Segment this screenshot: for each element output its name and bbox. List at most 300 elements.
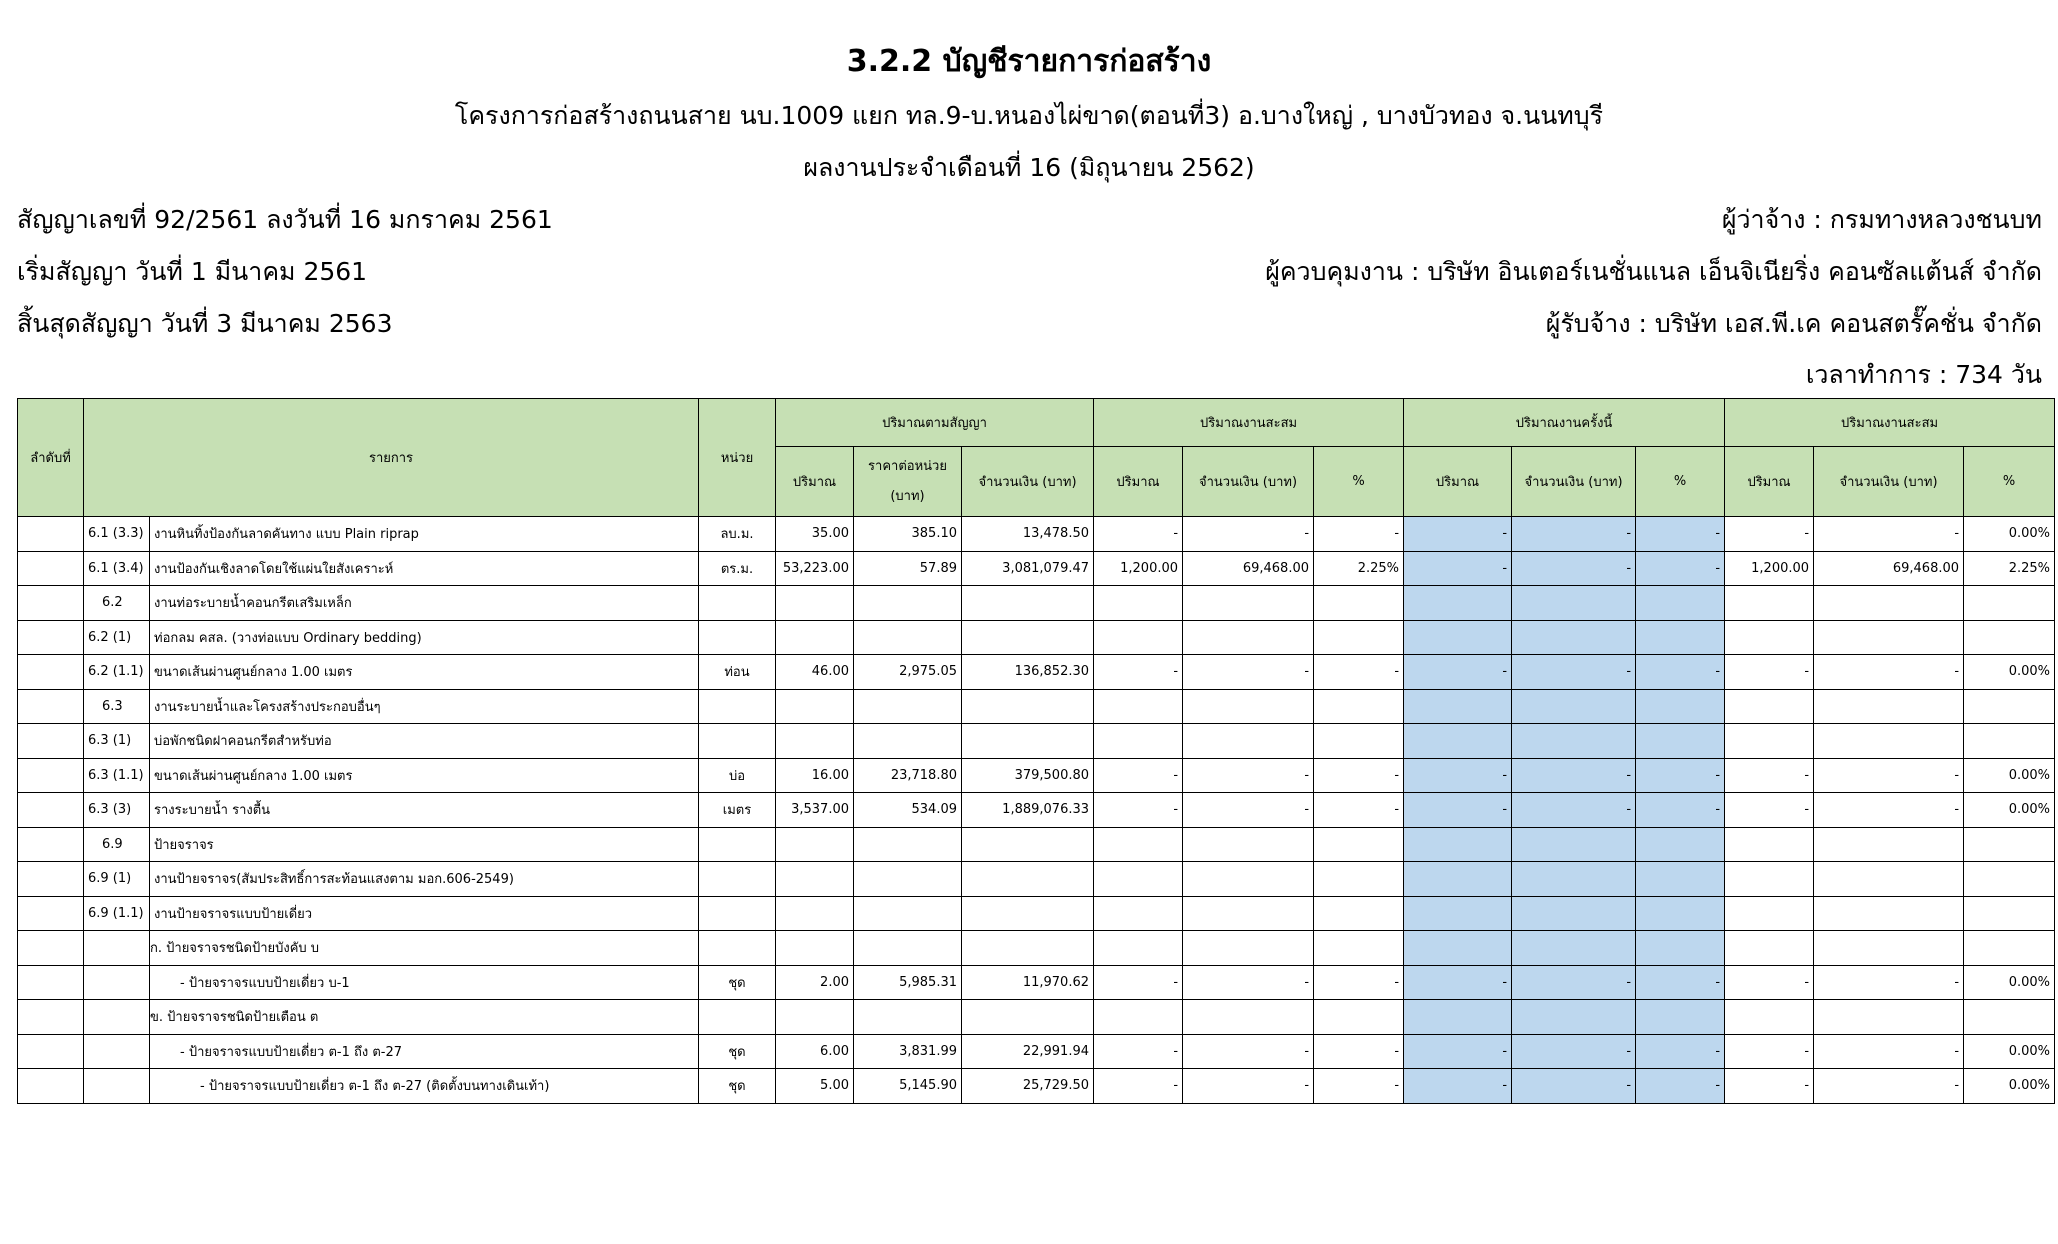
- cell-c-qty: [1725, 896, 1814, 931]
- col-amount: จำนวนเงิน (บาท): [1512, 447, 1636, 517]
- cell-p-qty: [1094, 724, 1183, 759]
- col-percent: %: [1964, 447, 2055, 517]
- cell-c-pct: [1964, 724, 2055, 759]
- cell-t-qty: [1404, 620, 1512, 655]
- cell-seq: [18, 1069, 84, 1104]
- cell-qty: [776, 689, 854, 724]
- cell-p-qty: 1,200.00: [1094, 551, 1183, 586]
- cell-qty: 6.00: [776, 1034, 854, 1069]
- cell-p-amt: [1183, 931, 1314, 966]
- cell-t-pct: [1636, 620, 1725, 655]
- table-row: [18, 896, 2055, 931]
- cell-t-qty: [1404, 931, 1512, 966]
- cell-code: 6.3 (1): [84, 724, 150, 759]
- cell-t-qty: -: [1404, 517, 1512, 552]
- cell-code: 6.2 (1): [84, 620, 150, 655]
- cell-price: 5,985.31: [854, 965, 962, 1000]
- cell-c-pct: 0.00%: [1964, 517, 2055, 552]
- cell-p-pct: -: [1314, 758, 1404, 793]
- cell-c-pct: [1964, 827, 2055, 862]
- cell-c-amt: [1814, 931, 1964, 966]
- col-qty: ปริมาณ: [1094, 447, 1183, 517]
- cell-t-pct: [1636, 827, 1725, 862]
- cell-p-qty: [1094, 620, 1183, 655]
- cell-p-amt: [1183, 827, 1314, 862]
- cell-t-pct: -: [1636, 1034, 1725, 1069]
- cell-c-pct: [1964, 862, 2055, 897]
- cell-amount: [962, 620, 1094, 655]
- cell-unit: [699, 862, 776, 897]
- cell-p-qty: -: [1094, 655, 1183, 690]
- cell-c-qty: [1725, 620, 1814, 655]
- cell-c-qty: -: [1725, 793, 1814, 828]
- cell-t-amt: -: [1512, 965, 1636, 1000]
- cell-p-pct: [1314, 896, 1404, 931]
- cell-p-amt: -: [1183, 1034, 1314, 1069]
- cell-qty: 35.00: [776, 517, 854, 552]
- cell-t-amt: [1512, 862, 1636, 897]
- cell-qty: [776, 724, 854, 759]
- cell-unit: [699, 620, 776, 655]
- cell-p-amt: [1183, 586, 1314, 621]
- cell-amount: [962, 724, 1094, 759]
- cell-amount: 1,889,076.33: [962, 793, 1094, 828]
- cell-unit: ชุด: [699, 1069, 776, 1104]
- cell-c-qty: -: [1725, 517, 1814, 552]
- cell-c-amt: [1814, 586, 1964, 621]
- table-row: [18, 620, 2055, 655]
- cell-price: 5,145.90: [854, 1069, 962, 1104]
- cell-price: 3,831.99: [854, 1034, 962, 1069]
- cell-t-pct: -: [1636, 758, 1725, 793]
- cell-t-amt: [1512, 724, 1636, 759]
- cell-t-pct: [1636, 862, 1725, 897]
- cell-p-qty: [1094, 862, 1183, 897]
- cell-p-pct: -: [1314, 793, 1404, 828]
- cell-p-pct: [1314, 724, 1404, 759]
- table-row: [18, 655, 2055, 690]
- cell-t-qty: -: [1404, 965, 1512, 1000]
- cell-c-amt: -: [1814, 517, 1964, 552]
- cell-c-amt: -: [1814, 1034, 1964, 1069]
- cell-qty: [776, 862, 854, 897]
- cell-code: [84, 1034, 150, 1069]
- cell-t-pct: [1636, 931, 1725, 966]
- cell-unit: [699, 586, 776, 621]
- col-qty: ปริมาณ: [776, 447, 854, 517]
- cell-unit: บ่อ: [699, 758, 776, 793]
- cell-desc: - ป้ายจราจรแบบป้ายเดี่ยว ต-1 ถึง ต-27: [150, 1034, 699, 1069]
- cell-t-amt: -: [1512, 793, 1636, 828]
- cell-p-pct: -: [1314, 517, 1404, 552]
- cell-unit: [699, 931, 776, 966]
- cell-qty: [776, 896, 854, 931]
- cell-unit: เมตร: [699, 793, 776, 828]
- cell-qty: [776, 931, 854, 966]
- cell-t-pct: -: [1636, 655, 1725, 690]
- cell-code: 6.3 (3): [84, 793, 150, 828]
- cell-t-pct: -: [1636, 965, 1725, 1000]
- cell-p-qty: [1094, 896, 1183, 931]
- col-item: รายการ: [84, 399, 699, 517]
- cell-p-amt: -: [1183, 1069, 1314, 1104]
- cell-price: [854, 620, 962, 655]
- cell-p-amt: -: [1183, 517, 1314, 552]
- cell-seq: [18, 689, 84, 724]
- cell-price: [854, 689, 962, 724]
- cell-seq: [18, 862, 84, 897]
- cell-t-pct: [1636, 724, 1725, 759]
- cell-p-pct: [1314, 586, 1404, 621]
- cell-c-amt: -: [1814, 793, 1964, 828]
- cell-t-pct: -: [1636, 1069, 1725, 1104]
- cell-desc: งานป้ายจราจร(สัมประสิทธิ์การสะท้อนแสงตาม มอก.606-2549): [150, 862, 699, 897]
- cell-c-pct: 0.00%: [1964, 1069, 2055, 1104]
- cell-amount: [962, 1000, 1094, 1035]
- cell-t-qty: -: [1404, 655, 1512, 690]
- cell-c-qty: [1725, 586, 1814, 621]
- col-unit-price: ราคาต่อหน่วย (บาท): [854, 447, 962, 517]
- cell-c-amt: [1814, 862, 1964, 897]
- cell-desc: รางระบายน้ำ รางตื้น: [150, 793, 699, 828]
- cell-p-qty: -: [1094, 965, 1183, 1000]
- cell-c-amt: -: [1814, 1069, 1964, 1104]
- cell-amount: 379,500.80: [962, 758, 1094, 793]
- table-row: [18, 1034, 2055, 1069]
- cell-p-qty: -: [1094, 758, 1183, 793]
- cell-c-pct: 0.00%: [1964, 965, 2055, 1000]
- group-this-period: ปริมาณงานครั้งนี้: [1404, 399, 1725, 447]
- cell-t-qty: [1404, 724, 1512, 759]
- cell-p-pct: [1314, 620, 1404, 655]
- cell-code: 6.1 (3.3): [84, 517, 150, 552]
- cell-p-amt: 69,468.00: [1183, 551, 1314, 586]
- cell-p-qty: [1094, 689, 1183, 724]
- cell-p-pct: [1314, 1000, 1404, 1035]
- cell-unit: ชุด: [699, 965, 776, 1000]
- cell-unit: [699, 724, 776, 759]
- cell-desc: ขนาดเส้นผ่านศูนย์กลาง 1.00 เมตร: [150, 758, 699, 793]
- cell-c-qty: [1725, 862, 1814, 897]
- cell-c-qty: -: [1725, 758, 1814, 793]
- cell-code: 6.9 (1): [84, 862, 150, 897]
- cell-seq: [18, 586, 84, 621]
- cell-qty: 5.00: [776, 1069, 854, 1104]
- cell-price: [854, 1000, 962, 1035]
- cell-qty: [776, 827, 854, 862]
- cell-qty: 3,537.00: [776, 793, 854, 828]
- supervisor: ผู้ควบคุมงาน : บริษัท อินเตอร์เนชั่นแนล เอ็นจิเนียริ่ง คอนซัลแต้นส์ จำกัด: [1265, 257, 2042, 286]
- cell-seq: [18, 1034, 84, 1069]
- table-row: [18, 517, 2055, 552]
- col-qty: ปริมาณ: [1404, 447, 1512, 517]
- cell-c-amt: [1814, 724, 1964, 759]
- cell-desc: บ่อพักชนิดฝาคอนกรีตสำหรับท่อ: [150, 724, 699, 759]
- cell-t-amt: -: [1512, 517, 1636, 552]
- cell-t-amt: -: [1512, 655, 1636, 690]
- cell-amount: [962, 689, 1094, 724]
- cell-p-qty: -: [1094, 793, 1183, 828]
- cell-desc: ป้ายจราจร: [150, 827, 699, 862]
- cell-code: [84, 965, 150, 1000]
- cell-seq: [18, 655, 84, 690]
- cell-t-qty: -: [1404, 1069, 1512, 1104]
- cell-p-amt: -: [1183, 965, 1314, 1000]
- cell-amount: [962, 931, 1094, 966]
- cell-c-qty: -: [1725, 655, 1814, 690]
- cell-t-amt: [1512, 827, 1636, 862]
- cell-c-pct: [1964, 689, 2055, 724]
- cell-p-pct: -: [1314, 965, 1404, 1000]
- cell-code: 6.2: [84, 586, 150, 621]
- cell-qty: 46.00: [776, 655, 854, 690]
- cell-c-pct: [1964, 620, 2055, 655]
- cell-c-qty: -: [1725, 965, 1814, 1000]
- cell-t-amt: [1512, 586, 1636, 621]
- cell-code: 6.1 (3.4): [84, 551, 150, 586]
- cell-amount: [962, 896, 1094, 931]
- cell-p-pct: 2.25%: [1314, 551, 1404, 586]
- cell-seq: [18, 1000, 84, 1035]
- table-row: [18, 689, 2055, 724]
- cell-t-pct: [1636, 689, 1725, 724]
- table-row: [18, 551, 2055, 586]
- table-row: [18, 793, 2055, 828]
- table-row: [18, 1069, 2055, 1104]
- cell-p-qty: [1094, 931, 1183, 966]
- contract-number: สัญญาเลขที่ 92/2561 ลงวันที่ 16 มกราคม 2561: [17, 205, 553, 234]
- table-row: [18, 758, 2055, 793]
- table-row: [18, 724, 2055, 759]
- cell-seq: [18, 551, 84, 586]
- working-duration: เวลาทำการ : 734 วัน: [1805, 360, 2042, 389]
- cell-p-amt: -: [1183, 793, 1314, 828]
- cell-p-pct: [1314, 862, 1404, 897]
- cell-price: [854, 827, 962, 862]
- cell-p-amt: [1183, 724, 1314, 759]
- cell-t-qty: [1404, 862, 1512, 897]
- report-period: ผลงานประจำเดือนที่ 16 (มิถุนายน 2562): [803, 153, 1255, 182]
- cell-p-pct: [1314, 931, 1404, 966]
- cell-amount: [962, 862, 1094, 897]
- cell-t-amt: -: [1512, 551, 1636, 586]
- cell-code: [84, 931, 150, 966]
- cell-qty: [776, 620, 854, 655]
- cell-t-amt: [1512, 620, 1636, 655]
- construction-items-table: [17, 398, 2055, 1104]
- cell-c-qty: [1725, 1000, 1814, 1035]
- cell-p-pct: [1314, 689, 1404, 724]
- cell-qty: [776, 1000, 854, 1035]
- cell-t-qty: -: [1404, 551, 1512, 586]
- cell-price: [854, 931, 962, 966]
- cell-p-amt: -: [1183, 655, 1314, 690]
- cell-p-qty: -: [1094, 1034, 1183, 1069]
- project-subtitle: โครงการก่อสร้างถนนสาย นบ.1009 แยก ทล.9-บ.หนองไผ่ขาด(ตอนที่3) อ.บางใหญ่ , บางบัวทอง จ.นนทบุรี: [454, 101, 1604, 130]
- cell-price: 57.89: [854, 551, 962, 586]
- cell-c-pct: 2.25%: [1964, 551, 2055, 586]
- col-amount: จำนวนเงิน (บาท): [1814, 447, 1964, 517]
- cell-p-amt: [1183, 896, 1314, 931]
- cell-seq: [18, 896, 84, 931]
- cell-t-pct: [1636, 896, 1725, 931]
- cell-seq: [18, 931, 84, 966]
- cell-qty: 2.00: [776, 965, 854, 1000]
- cell-desc: ก. ป้ายจราจรชนิดป้ายบังคับ บ: [150, 931, 699, 966]
- cell-c-pct: [1964, 931, 2055, 966]
- cell-desc: - ป้ายจราจรแบบป้ายเดี่ยว ต-1 ถึง ต-27 (ติดตั้งบนทางเดินเท้า): [150, 1069, 699, 1104]
- cell-unit: ลบ.ม.: [699, 517, 776, 552]
- cell-desc: งานป้องกันเชิงลาดโดยใช้แผ่นใยสังเคราะห์: [150, 551, 699, 586]
- cell-c-qty: [1725, 931, 1814, 966]
- col-amount: จำนวนเงิน (บาท): [962, 447, 1094, 517]
- cell-c-amt: [1814, 689, 1964, 724]
- cell-code: [84, 1069, 150, 1104]
- cell-amount: 136,852.30: [962, 655, 1094, 690]
- cell-c-pct: 0.00%: [1964, 1034, 2055, 1069]
- cell-p-pct: -: [1314, 655, 1404, 690]
- cell-t-amt: -: [1512, 758, 1636, 793]
- table-row: [18, 586, 2055, 621]
- cell-c-qty: [1725, 827, 1814, 862]
- cell-amount: 22,991.94: [962, 1034, 1094, 1069]
- cell-desc: ท่อกลม คสล. (วางท่อแบบ Ordinary bedding): [150, 620, 699, 655]
- cell-t-qty: [1404, 827, 1512, 862]
- cell-p-qty: [1094, 1000, 1183, 1035]
- cell-t-amt: [1512, 1000, 1636, 1035]
- cell-t-amt: -: [1512, 1034, 1636, 1069]
- cell-t-pct: -: [1636, 551, 1725, 586]
- cell-seq: [18, 724, 84, 759]
- cell-code: 6.2 (1.1): [84, 655, 150, 690]
- cell-desc: - ป้ายจราจรแบบป้ายเดี่ยว บ-1: [150, 965, 699, 1000]
- cell-unit: ชุด: [699, 1034, 776, 1069]
- cell-price: [854, 862, 962, 897]
- cell-t-pct: [1636, 1000, 1725, 1035]
- cell-desc: ขนาดเส้นผ่านศูนย์กลาง 1.00 เมตร: [150, 655, 699, 690]
- cell-c-pct: 0.00%: [1964, 758, 2055, 793]
- cell-c-qty: 1,200.00: [1725, 551, 1814, 586]
- cell-c-qty: [1725, 724, 1814, 759]
- cell-c-qty: [1725, 689, 1814, 724]
- cell-c-amt: -: [1814, 965, 1964, 1000]
- cell-p-amt: [1183, 862, 1314, 897]
- cell-desc: งานระบายน้ำและโครงสร้างประกอบอื่นๆ: [150, 689, 699, 724]
- cell-p-amt: -: [1183, 758, 1314, 793]
- cell-unit: ท่อน: [699, 655, 776, 690]
- cell-c-amt: -: [1814, 655, 1964, 690]
- cell-t-qty: -: [1404, 758, 1512, 793]
- table-row: [18, 862, 2055, 897]
- cell-code: 6.3: [84, 689, 150, 724]
- cell-desc: ข. ป้ายจราจรชนิดป้ายเตือน ต: [150, 1000, 699, 1035]
- cell-code: 6.9: [84, 827, 150, 862]
- col-seq: ลำดับที่: [18, 399, 84, 517]
- cell-c-pct: [1964, 586, 2055, 621]
- cell-qty: 53,223.00: [776, 551, 854, 586]
- contract-end: สิ้นสุดสัญญา วันที่ 3 มีนาคม 2563: [17, 309, 393, 338]
- cell-c-amt: 69,468.00: [1814, 551, 1964, 586]
- cell-unit: [699, 896, 776, 931]
- cell-c-qty: -: [1725, 1069, 1814, 1104]
- col-percent: %: [1636, 447, 1725, 517]
- cell-c-pct: 0.00%: [1964, 793, 2055, 828]
- cell-seq: [18, 758, 84, 793]
- cell-p-amt: [1183, 689, 1314, 724]
- cell-t-amt: [1512, 931, 1636, 966]
- cell-price: 23,718.80: [854, 758, 962, 793]
- cell-p-amt: [1183, 620, 1314, 655]
- table-row: [18, 931, 2055, 966]
- cell-price: [854, 896, 962, 931]
- group-previous: ปริมาณงานสะสม: [1094, 399, 1404, 447]
- cell-c-amt: [1814, 827, 1964, 862]
- group-contract: ปริมาณตามสัญญา: [776, 399, 1094, 447]
- cell-c-pct: [1964, 896, 2055, 931]
- col-unit: หน่วย: [699, 399, 776, 517]
- cell-p-qty: -: [1094, 1069, 1183, 1104]
- cell-t-pct: -: [1636, 793, 1725, 828]
- cell-t-qty: [1404, 896, 1512, 931]
- cell-price: 385.10: [854, 517, 962, 552]
- contract-start: เริ่มสัญญา วันที่ 1 มีนาคม 2561: [17, 257, 368, 286]
- cell-c-amt: -: [1814, 758, 1964, 793]
- table-row: [18, 965, 2055, 1000]
- cell-seq: [18, 620, 84, 655]
- cell-t-pct: -: [1636, 517, 1725, 552]
- col-percent: %: [1314, 447, 1404, 517]
- cell-c-amt: [1814, 896, 1964, 931]
- cell-p-pct: -: [1314, 1034, 1404, 1069]
- cell-qty: 16.00: [776, 758, 854, 793]
- cell-p-pct: [1314, 827, 1404, 862]
- cell-seq: [18, 793, 84, 828]
- cell-code: 6.9 (1.1): [84, 896, 150, 931]
- col-amount: จำนวนเงิน (บาท): [1183, 447, 1314, 517]
- document-title: 3.2.2 บัญชีรายการก่อสร้าง: [846, 44, 1212, 79]
- cell-price: 534.09: [854, 793, 962, 828]
- cell-price: [854, 724, 962, 759]
- cell-t-qty: -: [1404, 1034, 1512, 1069]
- cell-p-pct: -: [1314, 1069, 1404, 1104]
- cell-t-qty: [1404, 689, 1512, 724]
- cell-seq: [18, 517, 84, 552]
- cell-seq: [18, 827, 84, 862]
- cell-code: [84, 1000, 150, 1035]
- col-qty: ปริมาณ: [1725, 447, 1814, 517]
- cell-unit: [699, 689, 776, 724]
- cell-c-qty: -: [1725, 1034, 1814, 1069]
- group-cumulative: ปริมาณงานสะสม: [1725, 399, 2055, 447]
- cell-t-qty: [1404, 1000, 1512, 1035]
- cell-c-pct: [1964, 1000, 2055, 1035]
- cell-amount: [962, 586, 1094, 621]
- cell-amount: 13,478.50: [962, 517, 1094, 552]
- cell-t-qty: [1404, 586, 1512, 621]
- cell-desc: งานหินทิ้งป้องกันลาดคันทาง แบบ Plain riprap: [150, 517, 699, 552]
- cell-price: [854, 586, 962, 621]
- cell-t-amt: [1512, 689, 1636, 724]
- cell-p-qty: -: [1094, 517, 1183, 552]
- cell-desc: งานท่อระบายน้ำคอนกรีตเสริมเหล็ก: [150, 586, 699, 621]
- cell-c-amt: [1814, 620, 1964, 655]
- cell-desc: งานป้ายจราจรแบบป้ายเดี่ยว: [150, 896, 699, 931]
- table-row: [18, 827, 2055, 862]
- cell-t-qty: -: [1404, 793, 1512, 828]
- cell-amount: 25,729.50: [962, 1069, 1094, 1104]
- cell-code: 6.3 (1.1): [84, 758, 150, 793]
- cell-t-amt: [1512, 896, 1636, 931]
